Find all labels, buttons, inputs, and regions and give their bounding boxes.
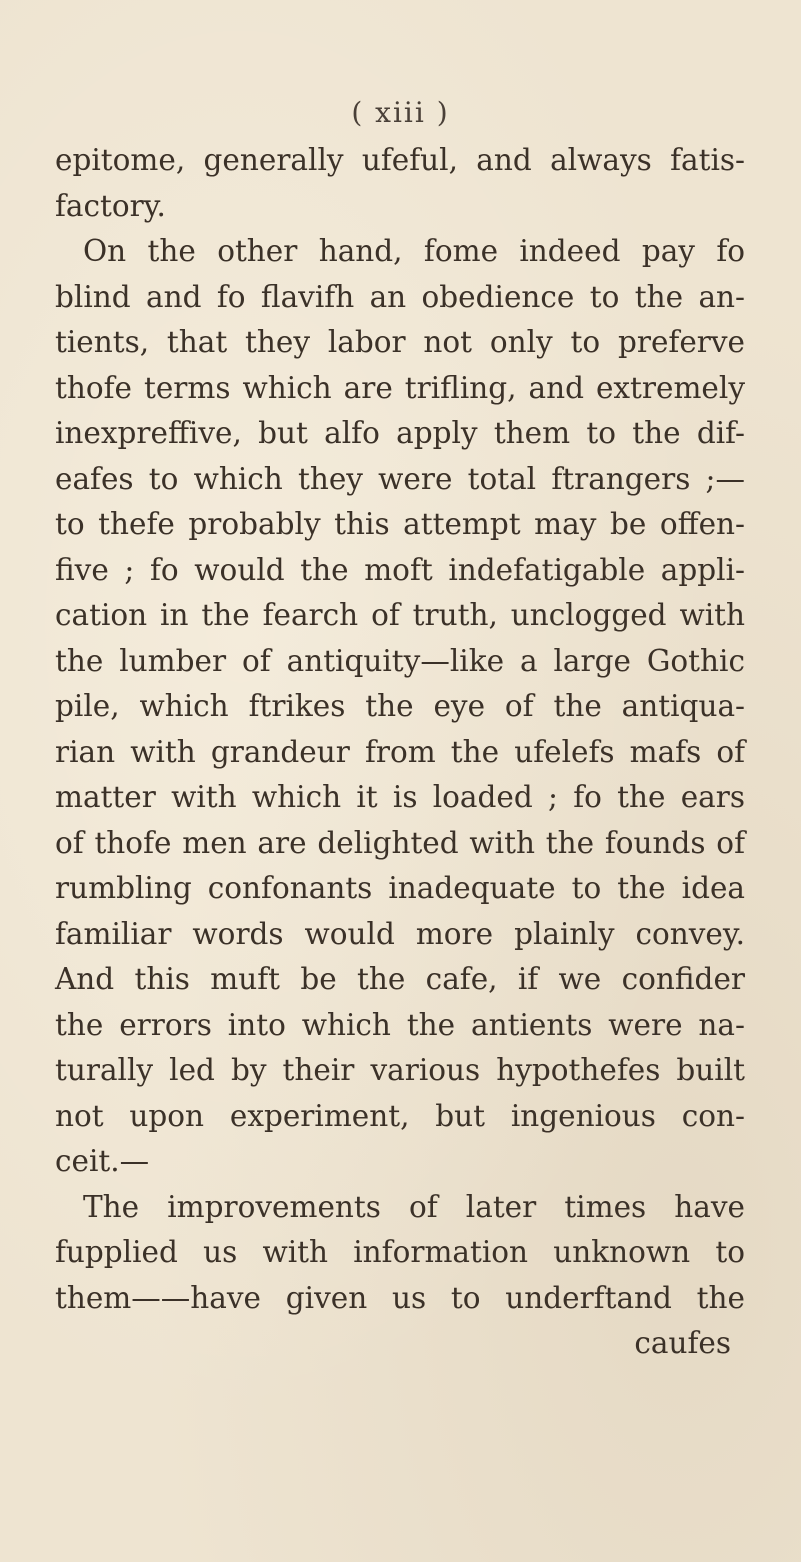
text-line: the lumber of antiquity—like a large Gothic bbox=[55, 643, 745, 678]
text-line: And this muft be the cafe, if we confider bbox=[55, 962, 745, 996]
text-line: them——have given us to underftand the bbox=[55, 1280, 745, 1315]
text-line: The improvements of later times have bbox=[83, 1189, 745, 1224]
text-line: epitome, generally ufeful, and always fatis- bbox=[55, 143, 745, 177]
text-line: familiar words would more plainly convey. bbox=[55, 916, 745, 951]
text-line: of thofe men are delighted with the founds of bbox=[55, 825, 745, 860]
text-line: factory. bbox=[55, 188, 166, 223]
text-line: cation in the fearch of truth, unclogged with bbox=[55, 598, 745, 632]
text-line: fupplied us with information unknown to bbox=[55, 1235, 745, 1269]
text-line: eafes to which they were total ftrangers ;— bbox=[55, 461, 745, 496]
body-text bbox=[55, 138, 745, 1367]
text-line: rumbling confonants inadequate to the idea bbox=[55, 871, 745, 905]
text-line: ceit.— bbox=[55, 1144, 150, 1178]
text-line: On the other hand, fome indeed pay fo bbox=[83, 234, 745, 268]
text-line: thofe terms which are trifling, and extremely bbox=[55, 370, 745, 405]
text-line: turally led by their various hypothefes built bbox=[55, 1053, 745, 1087]
text-line: pile, which ftrikes the eye of the antiqua- bbox=[55, 689, 745, 723]
text-line: the errors into which the antients were na- bbox=[55, 1007, 745, 1042]
catchword: caufes bbox=[634, 1326, 731, 1360]
text-line: inexpreffive, but alfo apply them to the dif- bbox=[55, 416, 745, 450]
text-line: tients, that they labor not only to preferve bbox=[55, 325, 745, 359]
text-line: matter with which it is loaded ; fo the ears bbox=[55, 780, 745, 814]
text-line: to thefe probably this attempt may be offen- bbox=[55, 507, 745, 541]
page-number: ( xiii ) bbox=[351, 96, 450, 129]
text-line: not upon experiment, but ingenious con- bbox=[55, 1098, 745, 1133]
text-line: five ; fo would the moft indefatigable appli- bbox=[55, 552, 745, 587]
text-line: rian with grandeur from the ufelefs mafs of bbox=[55, 734, 745, 769]
text-line: blind and fo flavifh an obedience to the an- bbox=[55, 279, 745, 314]
